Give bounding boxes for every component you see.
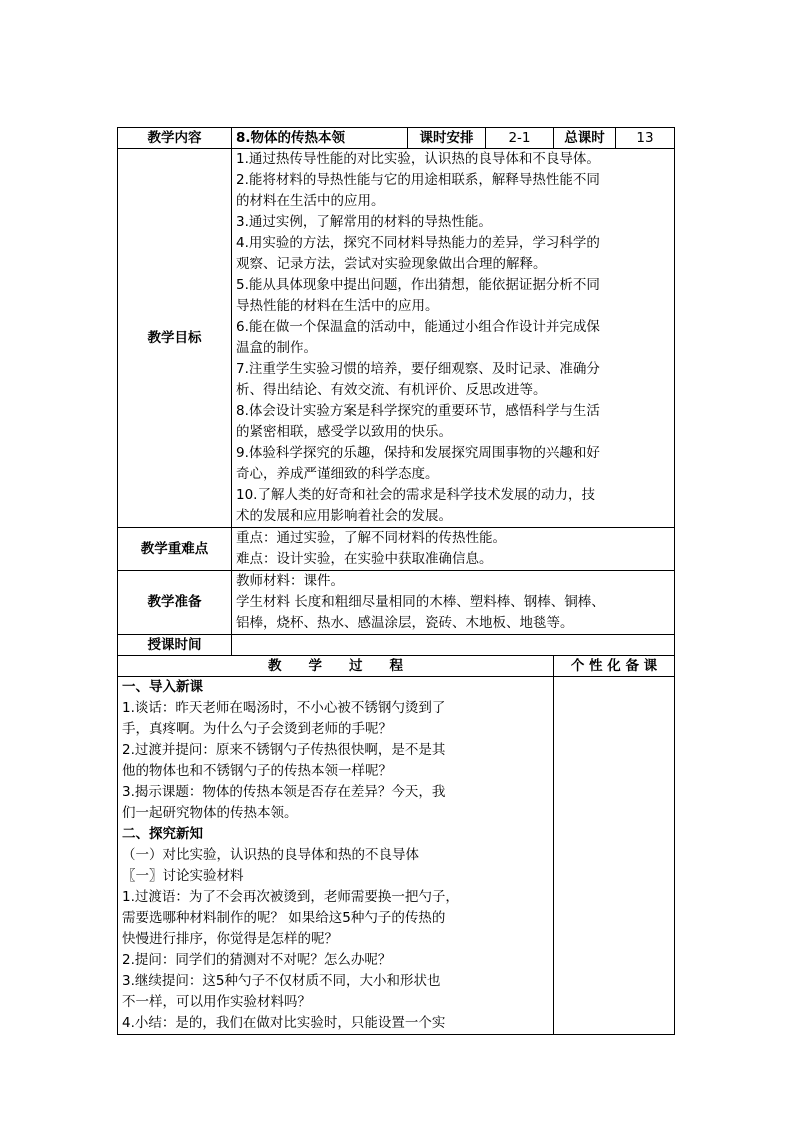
process-line: （一）对比实验，认识热的良导体和热的不良导体	[122, 847, 419, 863]
objectives-content	[232, 149, 675, 528]
key-points-label: 教学重难点	[118, 528, 232, 571]
objective-line: 4.用实验的方法，探究不同材料导热能力的差异，学习科学的	[236, 235, 600, 251]
objective-line: 奇心，养成严谨细致的科学态度。	[236, 466, 439, 482]
process-line: 3.揭示课题：物体的传热本领是否存在差异？今天，我	[122, 784, 446, 800]
process-section-title: 一、导入新课	[122, 679, 203, 695]
objective-line: 术的发展和应用影响着社会的发展。	[236, 508, 452, 524]
objective-line: 观察、记录方法，尝试对实验现象做出合理的解释。	[236, 256, 547, 272]
content-label: 教学内容	[118, 128, 232, 149]
objective-line: 析、得出结论、有效交流、有机评价、反思改进等。	[236, 382, 547, 398]
lesson-plan-page	[117, 127, 674, 1035]
preparation-content	[232, 571, 675, 635]
content-value: 8.物体的传热本领	[232, 128, 408, 149]
process-line: 3.继续提问：这5种勺子不仅材质不同，大小和形状也	[122, 973, 441, 989]
total-value: 13	[616, 128, 675, 149]
process-line: 他的物体也和不锈钢勺子的传热本领一样呢？	[122, 763, 392, 779]
schedule-label: 课时安排	[408, 128, 486, 149]
lesson-time-row	[118, 635, 675, 656]
lesson-time-label: 授课时间	[118, 635, 232, 656]
objective-line: 3.通过实例，了解常用的材料的导热性能。	[236, 214, 492, 230]
personal-prep-header: 个 性 化 备 课	[554, 656, 675, 677]
objectives-row	[118, 149, 675, 528]
process-line: 2.过渡并提问：原来不锈钢勺子传热很快啊，是不是其	[122, 742, 446, 758]
preparation-line: 学生材料 长度和粗细尽量相同的木棒、塑料棒、钢棒、铜棒、	[236, 594, 605, 610]
key-point-line: 难点：设计实验，在实验中获取准确信息。	[236, 551, 493, 567]
schedule-value: 2-1	[486, 128, 554, 149]
process-line: 们一起研究物体的传热本领。	[122, 805, 298, 821]
preparation-line: 教师材料：课件。	[236, 573, 344, 589]
key-point-line: 重点：通过实验，了解不同材料的传热性能。	[236, 530, 506, 546]
objective-line: 6.能在做一个保温盒的活动中，能通过小组合作设计并完成保	[236, 319, 600, 335]
lesson-plan-table	[117, 127, 675, 1035]
process-line: 快慢进行排序，你觉得是怎样的呢？	[122, 931, 338, 947]
process-content	[118, 677, 554, 1035]
objective-line: 导热性能的材料在生活中的应用。	[236, 298, 439, 314]
objectives-label: 教学目标	[118, 149, 232, 528]
objective-line: 7.注重学生实验习惯的培养，要仔细观察、及时记录、准确分	[236, 361, 600, 377]
lesson-time-value	[232, 635, 675, 656]
objective-line: 9.体验科学探究的乐趣，保持和发展探究周围事物的兴趣和好	[236, 445, 600, 461]
preparation-line: 铝棒，烧杯、热水、感温涂层，瓷砖、木地板、地毯等。	[236, 615, 574, 631]
key-points-row	[118, 528, 675, 571]
objective-line: 2.能将材料的导热性能与它的用途相联系，解释导热性能不同	[236, 172, 600, 188]
key-points-content	[232, 528, 675, 571]
header-row	[118, 128, 675, 149]
total-label: 总课时	[554, 128, 616, 149]
objective-line: 10.了解人类的好奇和社会的需求是科学技术发展的动力，技	[236, 487, 595, 503]
process-line: 需要选哪种材料制作的呢？ 如果给这5种勺子的传热的	[122, 910, 446, 926]
process-header-row	[118, 656, 675, 677]
process-line: 不一样，可以用作实验材料吗？	[122, 994, 311, 1010]
process-line: 4.小结：是的，我们在做对比实验时，只能设置一个实	[122, 1015, 446, 1031]
objective-line: 8.体会设计实验方案是科学探究的重要环节，感悟科学与生活	[236, 403, 600, 419]
process-line: 2.提问：同学们的猜测对不对呢？怎么办呢？	[122, 952, 392, 968]
process-line: 〖一〗讨论实验材料	[122, 868, 244, 884]
objective-line: 1.通过热传导性能的对比实验，认识热的良导体和不良导体。	[236, 151, 600, 167]
process-line: 1.过渡语：为了不会再次被烫到，老师需要换一把勺子，	[122, 889, 459, 905]
preparation-row	[118, 571, 675, 635]
preparation-label: 教学准备	[118, 571, 232, 635]
process-section-title: 二、探究新知	[122, 826, 203, 842]
process-line: 手，真疼啊。为什么勺子会烫到老师的手呢？	[122, 721, 392, 737]
objective-line: 5.能从具体现象中提出问题，作出猜想，能依据证据分析不同	[236, 277, 600, 293]
process-header: 教 学 过 程	[118, 656, 554, 677]
objective-line: 的材料在生活中的应用。	[236, 193, 385, 209]
personal-prep-content	[554, 677, 675, 1035]
objective-line: 温盒的制作。	[236, 340, 317, 356]
process-body-row	[118, 677, 675, 1035]
objective-line: 的紧密相联，感受学以致用的快乐。	[236, 424, 452, 440]
process-line: 1.谈话：昨天老师在喝汤时，不小心被不锈钢勺烫到了	[122, 700, 446, 716]
